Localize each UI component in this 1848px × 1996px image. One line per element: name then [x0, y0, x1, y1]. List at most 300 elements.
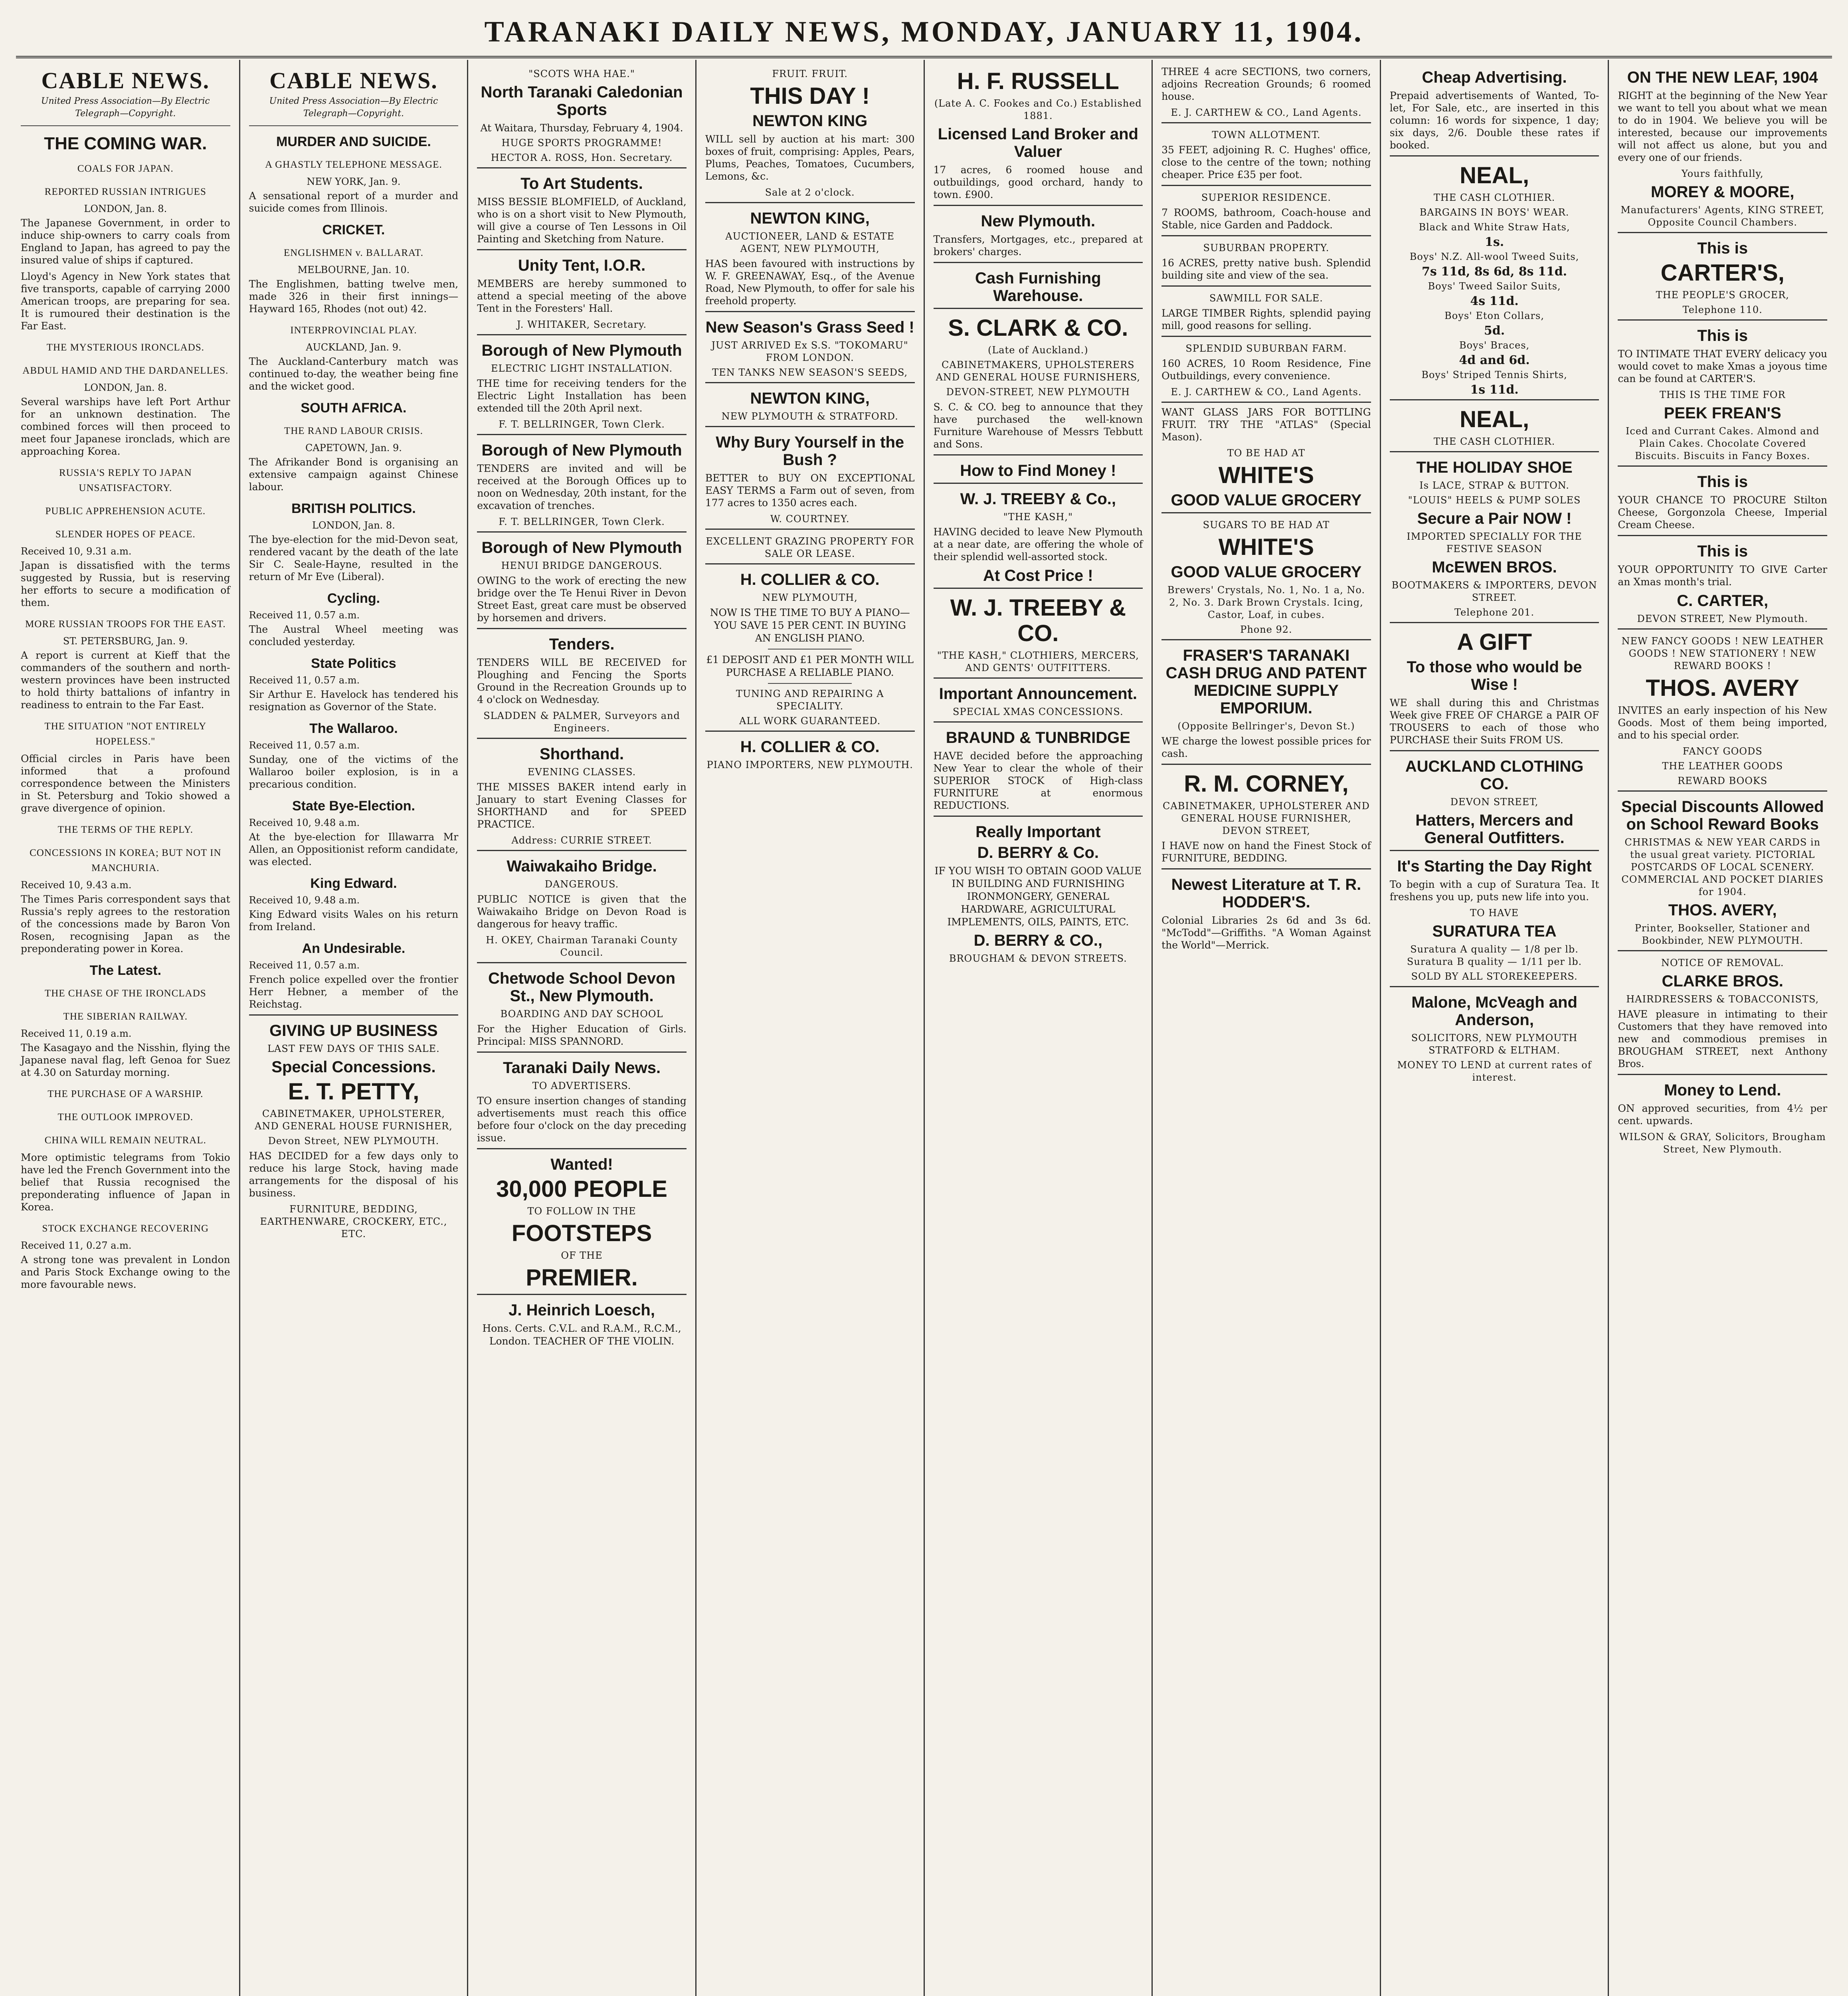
ad-body: IF YOU WISH TO OBTAIN GOOD VALUE IN BUILDING AND FURNISHING IRONMONGERY, GENERAL HARDWARE, AGRICULTURAL IMPLEMENTS, OILS, PAINTS, ETC.: [934, 865, 1142, 928]
dateline: ST. PETERSBURG, Jan. 9.: [63, 636, 188, 647]
dateline: Received 11, 0.27 a.m.: [21, 1240, 132, 1251]
ad-title: GIVING UP BUSINESS: [269, 1022, 438, 1040]
headline: SOUTH AFRICA.: [301, 400, 407, 416]
ad-title: H. F. RUSSELL: [957, 68, 1119, 94]
ad-time: Sale at 2 o'clock.: [765, 187, 855, 198]
ad-body: MEMBERS are hereby summoned to attend a special meeting of the above Tent in the Foresters' Hall.: [477, 278, 687, 314]
advertisement: [934, 677, 1143, 718]
divider: [21, 125, 230, 126]
advertisement-carter: [1618, 319, 1827, 462]
price: 1s 11d.: [1470, 383, 1519, 397]
subheadline: MORE RUSSIAN TROOPS FOR THE EAST.: [25, 619, 226, 630]
advertisement-carter: [1618, 535, 1827, 625]
price: 4s 11d.: [1470, 294, 1519, 308]
advertisement-suratura: [1390, 850, 1599, 983]
ad-signature: HECTOR A. ROSS, Hon. Secretary.: [491, 152, 673, 163]
ad-trade: BOOTMAKERS & IMPORTERS, DEVON STREET.: [1391, 580, 1597, 603]
advertisement-whites: [1161, 512, 1371, 636]
ad-headline: PEEK FREAN'S: [1664, 404, 1781, 422]
ad-subtitle: Is LACE, STRAP & BUTTON.: [1419, 480, 1569, 491]
ad-subtitle: PIANO IMPORTERS, NEW PLYMOUTH.: [706, 759, 913, 770]
ad-subtitle: HAIRDRESSERS & TOBACCONISTS,: [1626, 994, 1819, 1005]
credit-line: United Press Association—By Electric Telegraph—Copyright.: [269, 96, 438, 119]
article-paragraph: Sunday, one of the victims of the Wallaroo boiler explosion, is in a precarious condition.: [249, 754, 459, 790]
ad-headline: 30,000 PEOPLE: [496, 1176, 667, 1202]
divider: [249, 125, 459, 126]
ad-body: To begin with a cup of Suratura Tea. It freshens you up, puts new life into you.: [1389, 879, 1599, 903]
ad-body: S. C. & CO. beg to announce that they have purchased the well-known Furniture Warehouse of Messrs Tebbutt and Sons.: [933, 401, 1143, 450]
headline: CRICKET.: [322, 222, 385, 238]
ad-signature: E. J. CARTHEW & CO., Land Agents.: [1171, 386, 1362, 398]
ad-advertiser-name: WHITE'S: [1218, 534, 1314, 560]
ad-address: Address: CURRIE STREET.: [511, 835, 652, 846]
ad-body: EXCELLENT GRAZING PROPERTY FOR SALE OR LEASE.: [706, 536, 914, 559]
ad-title: Money to Lend.: [1664, 1081, 1781, 1099]
headline: King Edward.: [310, 876, 397, 891]
article-paragraph: Japan is dissatisfied with the terms suggested by Russia, but is reserving her efforts to secure a modification of them.: [21, 560, 230, 608]
headline: Cycling.: [327, 591, 380, 606]
ad-kicker: This is: [1697, 473, 1748, 491]
subheadline: SLENDER HOPES OF PEACE.: [55, 529, 196, 540]
ad-title: SUBURBAN PROPERTY.: [1203, 242, 1330, 253]
ad-subtitle: TO BE HAD AT: [1227, 448, 1306, 459]
ad-subtitle: FANCY GOODS: [1682, 746, 1763, 757]
price-line: Black and White Straw Hats,: [1419, 222, 1570, 233]
price-line: Boys' Braces,: [1459, 340, 1530, 351]
dateline: AUCKLAND, Jan. 9.: [306, 342, 402, 353]
ad-title: Borough of New Plymouth: [481, 442, 682, 459]
advertisement-carter: [1618, 465, 1827, 531]
article-paragraph: King Edward visits Wales on his return from Ireland.: [249, 909, 459, 933]
advertisement-clarke: [1618, 950, 1827, 1070]
advertisement: [1161, 185, 1371, 231]
ad-body: TENDERS WILL BE RECEIVED for Ploughing and Fencing the Sports Ground in the Recreation Grounds up to 4 o'clock on Wednesday.: [477, 657, 687, 705]
article-paragraph: The Japanese Government, in order to induce ship-owners to carry coals from England to Japan, has agreed to pay the insured value of ships if captured.: [21, 217, 230, 266]
ad-body: PUBLIC NOTICE is given that the Waiwakaiho Bridge on Devon Road is dangerous for heavy traffic.: [477, 893, 687, 930]
advertisement: [705, 426, 915, 525]
ad-subtitle: OF THE: [561, 1250, 603, 1261]
ad-subtitle: NEW PLYMOUTH & STRATFORD.: [721, 411, 898, 422]
ad-advertiser-name: D. BERRY & Co.: [977, 844, 1099, 861]
advertisement: [705, 311, 915, 379]
ad-advertiser-name: C. CARTER,: [1677, 592, 1769, 610]
ad-title: New Plymouth.: [981, 212, 1096, 230]
ad-signature: F. T. BELLRINGER, Town Clerk.: [499, 516, 665, 527]
ad-signature: W. COURTNEY.: [770, 513, 850, 525]
ad-body: WANT GLASS JARS FOR BOTTLING FRUIT. TRY THE "ATLAS" (Special Mason).: [1161, 406, 1371, 443]
advertisement: [477, 531, 687, 624]
ad-subtitle: Printer, Bookseller, Stationer and Bookbinder, NEW PLYMOUTH.: [1634, 923, 1810, 946]
headline: The Wallaroo.: [309, 721, 398, 736]
ad-body: Colonial Libraries 2s 6d and 3s 6d. "McTodd"—Griffiths. "A Woman Against the World"—Merrick.: [1161, 915, 1371, 951]
dateline: LONDON, Jan. 8.: [84, 203, 167, 214]
article-paragraph: Official circles in Paris have been informed that a profound correspondence between the Ministers in St. Petersburg and Tokio showed a grave divergence of opinion.: [21, 753, 230, 814]
ad-address: DEVON-STREET, NEW PLYMOUTH: [946, 386, 1130, 398]
advertisement-corney: [1161, 764, 1371, 864]
ad-signature: Yours faithfully,: [1681, 168, 1764, 179]
ad-body: CHRISTMAS & NEW YEAR CARDS in the usual great variety. PICTORIAL POSTCARDS OF LOCAL SCENERY. COMMERCIAL AND POCKET DIARIES for 1904.: [1621, 837, 1824, 897]
ad-subtitle: THE CASH CLOTHIER.: [1433, 436, 1555, 447]
advertisement: [1390, 750, 1599, 847]
ad-address: DEVON STREET, New Plymouth.: [1637, 613, 1808, 624]
advertisement: [705, 529, 915, 560]
advertisement-collier: [705, 563, 915, 727]
ad-subtitle: THIS IS THE TIME FOR: [1659, 389, 1786, 400]
dateline: MELBOURNE, Jan. 10.: [297, 264, 410, 275]
ad-title: SAWMILL FOR SALE.: [1209, 293, 1323, 304]
ad-list: TUNING AND REPAIRING A SPECIALITY.: [736, 688, 884, 712]
ad-advertiser-name: WHITE'S: [1218, 462, 1314, 488]
ad-advertiser-name: NEWTON KING: [752, 112, 868, 130]
masthead: [16, 12, 1832, 58]
ad-body: 16 ACRES, pretty native bush. Splendid building site and view of the sea.: [1161, 257, 1371, 281]
dateline: Received 10, 9.48 a.m.: [249, 895, 360, 906]
ad-kicker: FRUIT. FRUIT.: [772, 68, 848, 79]
advertisement-mcewen: [1390, 451, 1599, 619]
dateline: Received 10, 9.31 a.m.: [21, 546, 132, 557]
ad-body: BETTER to BUY ON EXCEPTIONAL EASY TERMS a Farm out of seven, from 177 acres to 1350 acres each.: [705, 472, 915, 509]
ad-prices: Suratura A quality — 1/8 per lb. Suratura B quality — 1/11 per lb.: [1407, 944, 1582, 967]
ad-signature: WILSON & GRAY, Solicitors, Brougham Street, New Plymouth.: [1619, 1131, 1826, 1155]
ad-address: (Opposite Bellringer's, Devon St.): [1177, 721, 1355, 732]
column-2: [240, 60, 469, 1996]
article-paragraph: A report is current at Kieff that the commanders of the southern and north-western provinces have been instructed to hold thirty battalions of infantry in readiness to entrain to the Far East.: [21, 649, 230, 711]
subheadline: THE PURCHASE OF A WARSHIP.: [47, 1089, 204, 1099]
ad-body: RIGHT at the beginning of the New Year we want to tell you about what we mean to do in 1904. We believe you will be interested, because our improvements will not affect us alone, but you and every one of our friends.: [1618, 90, 1827, 163]
ad-title: Newest Literature at T. R. HODDER'S.: [1171, 876, 1361, 911]
ad-subtitle: DANGEROUS.: [544, 879, 619, 890]
column-5: [925, 60, 1153, 1996]
article-paragraph: Sir Arthur E. Havelock has tendered his resignation as Governor of the State.: [249, 689, 459, 713]
ad-advertiser-name: CARTER'S,: [1660, 260, 1785, 286]
article-paragraph: The Afrikander Bond is organising an extensive campaign against Chinese labour.: [249, 456, 459, 493]
advertisement: [477, 167, 687, 245]
advertisement: [934, 262, 1143, 305]
ad-offer: £1 DEPOSIT AND £1 PER MONTH WILL PURCHASE A RELIABLE PIANO.: [706, 654, 914, 678]
headline: THE COMING WAR.: [44, 134, 207, 153]
ad-title: Really Important: [975, 823, 1101, 841]
price: 5d.: [1484, 324, 1505, 338]
ad-title: THE HOLIDAY SHOE: [1416, 459, 1573, 476]
price: 7s 11d, 8s 6d, 8s 11d.: [1421, 265, 1567, 279]
ad-body: TO ensure insertion changes of standing advertisements must reach this office before four o'clock on the day preceding issue.: [477, 1095, 687, 1144]
ad-title: Tenders.: [549, 636, 615, 653]
advertisement-neal: [1390, 399, 1599, 448]
dateline: NEW YORK, Jan. 9.: [307, 176, 401, 187]
ad-title: Special Concessions.: [271, 1058, 436, 1076]
ad-advertiser-name: E. T. PETTY,: [288, 1079, 419, 1105]
advertisement-fraser: [1161, 639, 1371, 760]
column-6: [1153, 60, 1381, 1996]
article-paragraph: French police expelled over the frontier Herr Hebner, a member of the Reichstag.: [249, 974, 459, 1010]
ad-body: WILL sell by auction at his mart: 300 boxes of fruit, comprising: Apples, Pears, Plums, Peaches, Tomatoes, Cucumbers, Lemons, &c.: [705, 133, 915, 182]
ad-body: HAVE decided before the approaching New Year to clear the whole of their SUPERIOR STOCK of High-class FURNITURE at enormous REDUCTIONS.: [933, 750, 1143, 811]
ad-subtitle: NEW PLYMOUTH,: [762, 592, 858, 603]
ad-signature: SLADDEN & PALMER, Surveyors and Engineers.: [483, 710, 680, 734]
ad-body: 35 FEET, adjoining R. C. Hughes' office, close to the centre of the town; nothing cheaper. Price £35 per foot.: [1161, 144, 1371, 180]
headline: State Politics: [311, 656, 396, 671]
ad-subtitle: TO FOLLOW IN THE: [527, 1206, 636, 1217]
subheadline: THE MYSTERIOUS IRONCLADS.: [46, 342, 204, 353]
ad-advertiser-name: W. J. TREEBY & Co.,: [960, 490, 1116, 508]
ad-headline: At Cost Price !: [983, 567, 1093, 584]
ad-title: TOWN ALLOTMENT.: [1212, 129, 1321, 141]
ad-advertiser-name: Malone, McVeagh and Anderson,: [1411, 994, 1577, 1029]
advertisement: [934, 454, 1143, 479]
advertisement: [934, 588, 1143, 674]
ad-subtitle: "THE KASH," CLOTHIERS, MERCERS, AND GENTS' OUTFITTERS.: [937, 650, 1139, 673]
advertisement: [477, 1294, 687, 1348]
advertisement: [1161, 285, 1371, 332]
advertisement: [477, 628, 687, 735]
article-paragraph: More optimistic telegrams from Tokio have led the French Government into the belief that Russia recognised the preponderating influence of Japan in Korea.: [21, 1152, 230, 1213]
advertisement-neal: [1390, 155, 1599, 396]
ad-title: Cheap Advertising.: [1422, 69, 1567, 86]
ad-body: WE shall during this and Christmas Week give FREE OF CHARGE a PAIR OF TROUSERS to each of those who PURCHASE their Suits FROM US.: [1389, 697, 1599, 746]
price-line: Boys' N.Z. All-wool Tweed Suits,: [1409, 251, 1579, 262]
ad-subtitle: Hatters, Mercers and General Outfitters.: [1415, 812, 1573, 847]
ad-advertiser-name: CLARKE BROS.: [1662, 972, 1783, 990]
ad-subtitle: TO ADVERTISERS.: [532, 1080, 631, 1091]
advertisement-avery: [1618, 628, 1827, 787]
ad-body: 160 ACRES, 10 Room Residence, Fine Outbuildings, every convenience.: [1161, 358, 1371, 382]
article-paragraph: Several warships have left Port Arthur for an unknown destination. The combined forces will then proceed to meet four Japanese ironclads, which are approaching Korea.: [21, 396, 230, 457]
dateline: LONDON, Jan. 8.: [84, 382, 167, 393]
advertisement-petty: [249, 1014, 459, 1240]
dateline: Received 10, 9.48 a.m.: [249, 817, 360, 828]
ad-subtitle: DEVON STREET,: [1450, 796, 1539, 808]
ad-trade: CABINETMAKERS, UPHOLSTERERS AND GENERAL HOUSE FURNISHERS,: [936, 359, 1141, 383]
ad-subtitle: (Late of Auckland.): [988, 345, 1088, 356]
ad-advertiser-name: McEWEN BROS.: [1432, 558, 1557, 576]
ad-advertiser-name: W. J. TREEBY & CO.: [950, 595, 1126, 646]
price: 1s.: [1484, 235, 1504, 249]
ad-title: Important Announcement.: [939, 685, 1137, 703]
ad-title: THIS DAY !: [750, 83, 870, 109]
subheadline: THE SITUATION "NOT ENTIRELY HOPELESS.": [44, 721, 207, 747]
subheadline: THE TERMS OF THE REPLY.: [57, 824, 193, 835]
subheadline: CONCESSIONS IN KOREA; BUT NOT IN MANCHURIA.: [30, 848, 222, 873]
credit-line: United Press Association—By Electric Telegraph—Copyright.: [41, 96, 210, 119]
subheadline: CHINA WILL REMAIN NEUTRAL.: [44, 1135, 206, 1146]
article-paragraph: The Englishmen, batting twelve men, made 326 in their first innings—Hayward 165, Rhodes (not out) 42.: [249, 278, 459, 315]
ad-body: THE time for receiving tenders for the Electric Light Installation has been extended till the 20th April next.: [477, 378, 687, 414]
ad-advertiser-name: NEAL,: [1460, 406, 1529, 432]
dateline: Received 11, 0.19 a.m.: [21, 1028, 132, 1039]
ad-signature: J. WHITAKER, Secretary.: [517, 319, 647, 330]
article-paragraph: The Times Paris correspondent says that Russia's reply agrees to the restoration of the concessions made by Baron Von Rosen, recognising Japan as the preponderating power in Korea.: [21, 893, 230, 954]
ad-advertiser-name: MOREY & MOORE,: [1651, 183, 1795, 201]
ad-signature: E. J. CARTHEW & CO., Land Agents.: [1171, 107, 1362, 118]
ad-title: NEWTON KING,: [750, 390, 870, 407]
ad-body: Transfers, Mortgages, etc., prepared at brokers' charges.: [933, 234, 1143, 257]
dateline: Received 11, 0.57 a.m.: [249, 740, 360, 751]
subheadline: PUBLIC APPREHENSION ACUTE.: [45, 506, 206, 517]
ad-subtitle: TO HAVE: [1470, 907, 1519, 919]
ad-list: Brewers' Crystals, No. 1, No. 1 a, No. 2, No. 3. Dark Brown Crystals. Icing, Castor, Loaf, in cubes.: [1167, 584, 1365, 620]
ad-body: THE MISSES BAKER intend early in January to start Evening Classes for SHORTHAND and for SPEED PRACTICE.: [477, 781, 687, 830]
ad-subtitle: To those who would be Wise !: [1407, 658, 1582, 693]
ad-body: ON approved securities, from 4½ per cent. upwards.: [1618, 1103, 1827, 1127]
dateline: Received 11, 0.57 a.m.: [249, 675, 360, 686]
ad-body: 17 acres, 6 roomed house and outbuildings, good orchard, handy to town. £900.: [933, 164, 1143, 200]
ad-subtitle: Licensed Land Broker and Valuer: [938, 125, 1138, 160]
dateline: Received 10, 9.43 a.m.: [21, 879, 132, 891]
ad-subtitle: SOLICITORS, NEW PLYMOUTH STRATFORD & ELTHAM.: [1411, 1032, 1578, 1056]
ad-title: Borough of New Plymouth: [481, 342, 682, 359]
ad-title: Why Bury Yourself in the Bush ?: [716, 434, 904, 469]
ad-title: SPLENDID SUBURBAN FARM.: [1185, 343, 1347, 354]
column-7: [1381, 60, 1609, 1996]
price-line: Boys' Tweed Sailor Suits,: [1428, 281, 1561, 292]
ad-advertiser-name: BRAUND & TUNBRIDGE: [946, 729, 1130, 747]
ad-title: NOTICE OF REMOVAL.: [1661, 957, 1784, 968]
section-title: CABLE NEWS.: [269, 67, 438, 93]
advertisement: [477, 850, 687, 959]
dateline: CAPETOWN, Jan. 9.: [305, 442, 402, 453]
advertisement: [705, 202, 915, 307]
ad-subtitle: "THE KASH,": [1003, 511, 1073, 523]
ad-body: HAS been favoured with instructions by W. F. GREENAWAY, Esq., of the Avenue Road, New Plymouth, to offer for sale his freehold property.: [705, 258, 915, 307]
ad-title: NEWTON KING,: [750, 210, 870, 227]
ad-signature: H. OKEY, Chairman Taranaki County Council.: [486, 935, 678, 958]
dateline: Received 11, 0.57 a.m.: [249, 960, 360, 971]
ad-headline: FOOTSTEPS: [511, 1220, 652, 1246]
ad-title: New Season's Grass Seed !: [705, 319, 914, 336]
column-4: [696, 60, 925, 1996]
advertisement: [1618, 1074, 1827, 1156]
headline: An Undesirable.: [302, 941, 406, 956]
ad-trade: CABINETMAKER, UPHOLSTERER AND GENERAL HOUSE FURNISHER, DEVON STREET,: [1163, 800, 1370, 836]
headline: The Latest.: [89, 963, 162, 978]
advertisement: [477, 249, 687, 331]
advertisement: [1161, 122, 1371, 181]
dateline: LONDON, Jan. 8.: [312, 520, 395, 531]
advertisement: [477, 334, 687, 431]
ad-subtitle: (Late A. C. Fookes and Co.) Established 1881.: [934, 98, 1142, 121]
advertisement: [477, 738, 687, 847]
ad-body: TENDERS are invited and will be received at the Borough Offices up to noon on Wednesday, 20th instant, for the excavation of trenches.: [477, 463, 687, 511]
ad-list: ALL WORK GUARANTEED.: [739, 715, 881, 727]
ad-body: YOUR OPPORTUNITY TO GIVE Carter an Xmas month's trial.: [1618, 564, 1827, 588]
ad-advertiser-name: AUCKLAND CLOTHING CO.: [1405, 758, 1584, 793]
ad-advertiser-name: SURATURA TEA: [1432, 923, 1557, 940]
ad-body: LARGE TIMBER Rights, splendid paying mill, good reasons for selling.: [1161, 307, 1371, 331]
dateline: Received 11, 0.57 a.m.: [249, 610, 360, 621]
ad-advertiser-name: THOS. AVERY,: [1668, 901, 1777, 919]
ad-title: Cash Furnishing Warehouse.: [975, 269, 1101, 305]
advertisement-avery: [1618, 790, 1827, 947]
price-line: Boys' Eton Collars,: [1444, 310, 1544, 321]
advertisement-gift: [1390, 622, 1599, 746]
ad-body: At Waitara, Thursday, February 4, 1904.: [480, 122, 683, 134]
ad-subtitle: THE LEATHER GOODS: [1662, 760, 1783, 772]
ad-title: J. Heinrich Loesch,: [508, 1301, 655, 1319]
article-paragraph: A sensational report of a murder and suicide comes from Illinois.: [249, 190, 459, 214]
ad-signature: D. BERRY & CO.,: [973, 932, 1102, 949]
ad-subtitle: IMPORTED SPECIALLY FOR THE FESTIVE SEASON: [1407, 531, 1582, 554]
ad-body: 7 ROOMS, bathroom, Coach-house and Stable, nice Garden and Paddock.: [1161, 207, 1371, 231]
advertisement-berry: [934, 816, 1143, 965]
ad-title: SUPERIOR RESIDENCE.: [1201, 192, 1331, 203]
advertisement: [477, 962, 687, 1048]
subheadline: INTERPROVINCIAL PLAY.: [290, 325, 417, 336]
ad-subtitle: GOOD VALUE GROCERY: [1171, 563, 1362, 581]
column-3: [468, 60, 696, 1996]
ad-phone: Telephone 201.: [1454, 607, 1535, 618]
ad-body: TO INTIMATE THAT EVERY delicacy you would covet to make Xmas a joyous time can be found at CARTER'S.: [1618, 348, 1827, 384]
subheadline: COALS FOR JAPAN.: [77, 163, 174, 174]
ad-subtitle: HENUI BRIDGE DANGEROUS.: [501, 560, 663, 571]
ad-kicker: This is: [1697, 327, 1748, 345]
advertisement-carter: [1618, 232, 1827, 316]
ad-subtitle: BARGAINS IN BOYS' WEAR.: [1419, 207, 1569, 218]
ad-body: I HAVE now on hand the Finest Stock of FURNITURE, BEDDING.: [1161, 840, 1371, 864]
ad-body: Prepaid advertisements of Wanted, To-let, For Sale, etc., are inserted in this column: 16 words for sixpence, 1 day; six days, 2/6. Double these rates if booked.: [1389, 90, 1599, 151]
column-8: [1609, 60, 1836, 1996]
article-paragraph: The bye-election for the mid-Devon seat, rendered vacant by the death of the late Sir C. Seale-Hayne, resulted in the return of Mr Eve (Liberal).: [249, 534, 459, 582]
ad-title: Taranaki Daily News.: [503, 1059, 661, 1077]
ad-subtitle: ELECTRIC LIGHT INSTALLATION.: [491, 363, 673, 374]
article-paragraph: The Kasagayo and the Nisshin, flying the Japanese naval flag, left Genoa for Suez at 4.30 on Saturday morning.: [21, 1042, 230, 1078]
advertisement: [705, 382, 915, 423]
ad-title: Unity Tent, I.O.R.: [518, 257, 646, 274]
ad-body: MONEY TO LEND at current rates of interest.: [1397, 1059, 1592, 1083]
ad-body: HAVE pleasure in intimating to their Customers that they have removed into new and commodious premises in BROUGHAM STREET, next Anthony Bros.: [1618, 1008, 1827, 1069]
ad-title: To Art Students.: [520, 175, 643, 192]
subheadline: THE RAND LABOUR CRISIS.: [284, 426, 423, 436]
newspaper-title: TARANAKI DAILY NEWS, MONDAY, JANUARY 11, 1904.: [484, 16, 1364, 48]
ad-subtitle: SUGARS TO BE HAD AT: [1203, 519, 1330, 531]
ad-title: Special Discounts Allowed on School Reward Books: [1621, 798, 1824, 833]
headline: MURDER AND SUICIDE.: [276, 134, 431, 149]
ad-advertiser-name: THOS. AVERY: [1646, 675, 1799, 701]
ad-address: Devon Street, NEW PLYMOUTH.: [268, 1135, 439, 1147]
advertisement-wanted: [477, 1148, 687, 1291]
subheadline: THE SIBERIAN RAILWAY.: [63, 1011, 188, 1022]
ad-phone: Telephone 110.: [1682, 304, 1763, 315]
subheadline: A GHASTLY TELEPHONE MESSAGE.: [265, 159, 442, 170]
advertisement: [477, 1051, 687, 1144]
ad-body: SPECIAL XMAS CONCESSIONS.: [952, 706, 1124, 717]
ad-body: THREE 4 acre SECTIONS, two corners, adjoins Recreation Grounds; 6 roomed house.: [1161, 66, 1371, 102]
headline: BRITISH POLITICS.: [291, 501, 416, 516]
ad-kicker: This is: [1697, 543, 1748, 560]
ad-body: Hons. Certs. C.V.L. and R.A.M., R.C.M., London. TEACHER OF THE VIOLIN.: [482, 1323, 681, 1347]
article-paragraph: The Austral Wheel meeting was concluded yesterday.: [249, 624, 459, 648]
ad-advertiser-name: R. M. CORNEY,: [1184, 771, 1349, 797]
subheadline: THE OUTLOOK IMPROVED.: [57, 1112, 194, 1123]
ad-trade: CABINETMAKER, UPHOLSTERER, AND GENERAL HOUSE FURNISHER,: [255, 1108, 453, 1132]
subheadline: THE CHASE OF THE IRONCLADS: [44, 988, 206, 999]
advertisement: [1390, 986, 1599, 1084]
article-paragraph: At the bye-election for Illawarra Mr Allen, an Oppositionist reform candidate, was elected.: [249, 831, 459, 867]
ad-subtitle: HUGE SPORTS PROGRAMME!: [501, 137, 662, 149]
ad-list: Iced and Currant Cakes. Almond and Plain Cakes. Chocolate Covered Biscuits. Biscuits in Fancy Boxes.: [1625, 426, 1820, 461]
ad-title: Shorthand.: [540, 745, 624, 763]
subheadline: STOCK EXCHANGE RECOVERING: [42, 1223, 209, 1234]
ad-title: ON THE NEW LEAF, 1904: [1627, 69, 1818, 86]
ad-body: WE charge the lowest possible prices for cash.: [1161, 735, 1371, 759]
advertisement: [1161, 235, 1371, 281]
headline: State Bye-Election.: [292, 798, 415, 814]
advertisement: [1161, 336, 1371, 398]
ad-title: It's Starting the Day Right: [1397, 857, 1592, 875]
price: 4d and 6d.: [1459, 353, 1530, 367]
subheadline: RUSSIA'S REPLY TO JAPAN UNSATISFACTORY.: [59, 467, 192, 493]
ad-subtitle: BOARDING AND DAY SCHOOL: [500, 1008, 663, 1020]
advertisement-whites: [1161, 402, 1371, 509]
